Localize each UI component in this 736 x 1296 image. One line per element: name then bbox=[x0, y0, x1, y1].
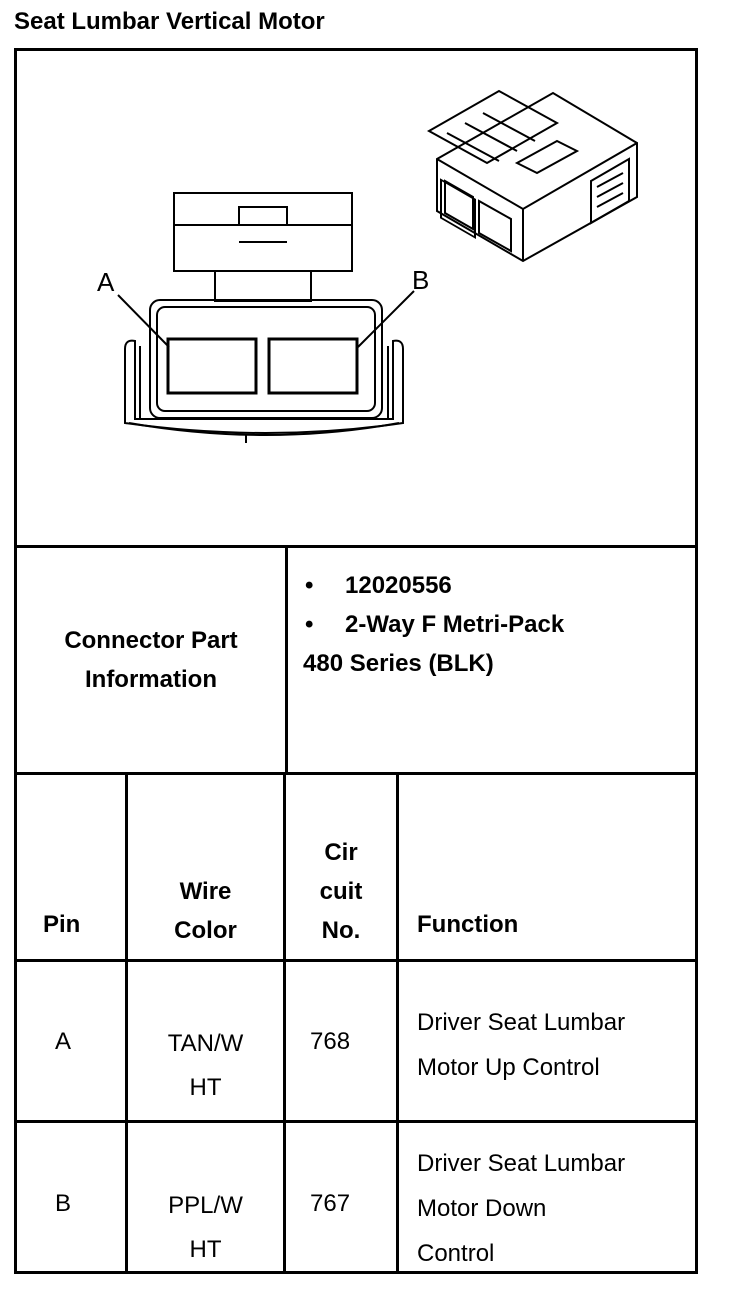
connector-diagram bbox=[17, 51, 695, 545]
connector-3d-view bbox=[429, 91, 637, 261]
cavity-a bbox=[168, 339, 256, 393]
connector-type-item bbox=[303, 605, 683, 644]
function-cell bbox=[399, 1123, 695, 1274]
pin-cell bbox=[17, 962, 128, 1120]
connector-body-inner bbox=[157, 307, 375, 411]
bullet-icon: • bbox=[305, 611, 314, 638]
connector-info-details bbox=[303, 566, 683, 683]
connector-3d-cavity-b bbox=[479, 201, 511, 251]
header-pin: Pin bbox=[43, 911, 81, 938]
pin-label-a: A bbox=[97, 267, 115, 297]
connector-info-label bbox=[17, 548, 288, 772]
table-row bbox=[17, 962, 695, 1123]
wire-color bbox=[128, 1184, 283, 1272]
connector-3d-side-clip bbox=[591, 159, 629, 223]
part-number: 12020556 bbox=[345, 572, 452, 599]
bullet-icon: • bbox=[305, 572, 314, 599]
circuit-value: 768 bbox=[310, 1028, 351, 1055]
pin-label-b: B bbox=[412, 265, 430, 295]
pin-value: B bbox=[55, 1190, 72, 1217]
connector-info-label-line1: Connector Part bbox=[64, 627, 238, 654]
connector-3d-latch-ribs bbox=[447, 113, 535, 161]
circuit-cell bbox=[286, 1123, 399, 1274]
header-wire-color-cell bbox=[128, 775, 286, 959]
header-circuit bbox=[286, 833, 396, 950]
pin-cell bbox=[17, 1123, 128, 1274]
function-text bbox=[417, 1000, 625, 1090]
function-cell bbox=[399, 962, 695, 1120]
function-line2: Motor Up Control bbox=[417, 1054, 600, 1081]
header-circuit-line2: cuit bbox=[319, 878, 363, 905]
header-wire-color-line2: Color bbox=[174, 917, 237, 944]
header-function-cell bbox=[399, 775, 695, 959]
connector-latch-housing bbox=[174, 193, 352, 271]
header-circuit-cell bbox=[286, 775, 399, 959]
header-pin-cell bbox=[17, 775, 128, 959]
wire-color-line1: PPL/W bbox=[168, 1192, 243, 1219]
table-row bbox=[17, 1123, 695, 1274]
connector-diagram-cell bbox=[17, 51, 695, 548]
header-wire-color bbox=[128, 872, 283, 950]
pin-value: A bbox=[55, 1028, 72, 1055]
connector-3d-lock bbox=[517, 141, 577, 173]
wire-color-line1: TAN/W bbox=[167, 1030, 244, 1057]
header-wire-color-line1: Wire bbox=[179, 878, 232, 905]
wire-color-cell bbox=[128, 962, 286, 1120]
connector-series: 480 Series (BLK) bbox=[303, 650, 494, 677]
function-text bbox=[417, 1141, 625, 1276]
function-line2: Motor Down bbox=[417, 1195, 547, 1222]
circuit-value: 767 bbox=[310, 1190, 351, 1217]
leader-line-a bbox=[118, 295, 169, 347]
function-line1: Driver Seat Lumbar bbox=[417, 1150, 626, 1177]
function-line1: Driver Seat Lumbar bbox=[417, 1009, 626, 1036]
header-circuit-line1: Cir bbox=[324, 839, 358, 866]
wire-color bbox=[128, 1022, 283, 1110]
connector-body bbox=[150, 300, 382, 418]
page-title: Seat Lumbar Vertical Motor bbox=[14, 8, 325, 35]
wire-color-line2: HT bbox=[189, 1236, 222, 1263]
table-header-row bbox=[17, 775, 695, 962]
base-side-lines bbox=[140, 346, 388, 419]
connector-info-label-line2: Information bbox=[84, 666, 217, 693]
connector-neck bbox=[215, 271, 311, 301]
connector-type: 2-Way F Metri-Pack bbox=[345, 611, 565, 638]
part-number-item bbox=[303, 566, 683, 605]
connector-info-row bbox=[17, 548, 695, 775]
cavity-b bbox=[269, 339, 357, 393]
circuit-cell bbox=[286, 962, 399, 1120]
connector-table bbox=[14, 48, 698, 1274]
wire-color-cell bbox=[128, 1123, 286, 1274]
wire-color-line2: HT bbox=[189, 1074, 222, 1101]
function-line3: Control bbox=[417, 1240, 495, 1267]
header-function: Function bbox=[417, 911, 519, 938]
header-circuit-line3: No. bbox=[321, 917, 361, 944]
